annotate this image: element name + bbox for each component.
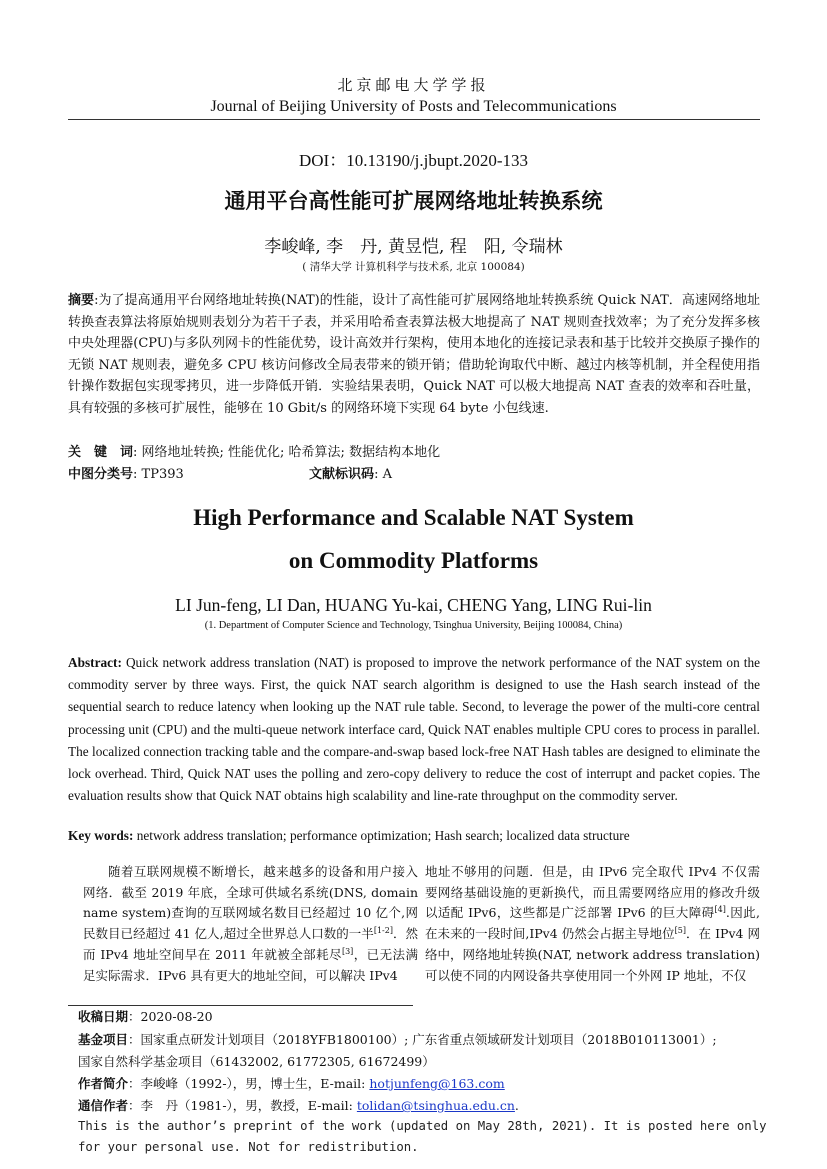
doc-code-value: : A xyxy=(374,467,392,482)
corresponding-text: ：李 丹（1981-），男，教授，E-mail: xyxy=(128,1098,357,1113)
footnote-fund xyxy=(78,1029,768,1050)
title-en-line2: on Commodity Platforms xyxy=(288,548,539,573)
journal-name-en: Journal of Beijing University of Posts and Telecommunications xyxy=(210,98,617,115)
footnote-received xyxy=(78,1006,768,1027)
citation[interactable]: [3] xyxy=(341,946,354,956)
body-text: 随着互联网规模不断增长，越来越多的设备和用户接入网络．截至 2019 年底，全球可供域名系统(DNS, domain name system)查询的互联网域名数目已经超过 10 亿个,网民数目已经超过 41 亿人,超过全世界总人口数的一半 xyxy=(83,864,418,942)
doi: DOI：10.13190/j.jbupt.2020-133 xyxy=(298,151,529,170)
corresponding-email-link[interactable]: tolidan@tsinghua.edu.cn xyxy=(356,1098,515,1113)
body-text: ，已无法满足实际需求．IPv6 具有更大的地址空间，可以解决 IPv4 xyxy=(83,946,418,983)
author-text: ：李峻峰（1992-），男，博士生，E-mail: xyxy=(128,1076,370,1091)
fund-text: ：国家重点研发计划项目（2018YFB1800100）; 广东省重点领域研发计划项目（2018B010113001）; xyxy=(128,1032,717,1047)
clc-label: 中图分类号 xyxy=(68,467,134,482)
author-label: 作者简介 xyxy=(78,1076,129,1091)
authors-cn: 李峻峰, 李 丹, 黄昱恺, 程 阳, 令瑞林 xyxy=(264,237,563,257)
clc-value: : TP393 xyxy=(133,467,184,482)
keywords-en-label: Key words: xyxy=(68,828,134,843)
authors-en: LI Jun-feng, LI Dan, HUANG Yu-kai, CHENG Yang, LING Rui-lin xyxy=(175,595,652,615)
citation[interactable]: [5] xyxy=(674,925,686,935)
affiliation-cn: ( 清华大学 计算机科学与技术系, 北京 100084) xyxy=(302,261,525,273)
keywords-en-text: network address translation; performance optimization; Hash search; localized data structure xyxy=(133,828,630,843)
journal-name-cn: 北京邮电大学学报 xyxy=(337,76,490,94)
body-text: .因此,在未来的一段时间,IPv4 仍然会占据主导地位 xyxy=(425,905,760,942)
corresponding-label: 通信作者 xyxy=(78,1098,129,1113)
abstract-cn-text: :为了提高通用平台网络地址转换(NAT)的性能，设计了高性能可扩展网络地址转换系统 Quick NAT．高速网络地址转换查表算法将原始规则表划分为若干子表，并采用哈希查表算法极大地提高了 NAT 规则查找效率；为了充分发挥多核中央处理器(CPU)与多队列网卡的性能优势，设计高效并行架构，使用本地化的连接记录表和基于比较并交换原子操作的无锁 NAT 规则表，避免多 CPU 核访问修改全局表带来的锁开销；借助轮询取代中断、越过内核等机制，并全程使用指针操作数据包实现零拷贝，进一步降低开销．实验结果表明，Quick NAT 可以极大地提高 NAT 查表的效率和吞吐量，具有较强的多核可扩展性，能够在 10 Gbit/s 的网络环境下实现 64 byte 小包线速. xyxy=(68,293,760,416)
body-text: 地址不够用的问题．但是，由 IPv6 完全取代 IPv4 不仅需要网络基础设施的更新换代，而且需要网络应用的修改升级以适配 IPv6，这些都是广泛部署 IPv6 的巨大障碍 xyxy=(425,864,760,921)
corresponding-end: . xyxy=(514,1098,519,1113)
keywords-cn-text: : 网络地址转换; 性能优化; 哈希算法; 数据结构本地化 xyxy=(133,445,441,460)
fund-label: 基金项目 xyxy=(78,1032,129,1047)
affiliation-en: (1. Department of Computer Science and Technology, Tsinghua University, Beijing 100084, China) xyxy=(204,620,623,631)
abstract-cn xyxy=(68,290,760,420)
author-email-link[interactable]: hotjunfeng@163.com xyxy=(369,1076,505,1091)
body-column-left xyxy=(83,862,418,986)
body-column-right xyxy=(425,862,760,986)
footnote-corresponding xyxy=(78,1095,768,1116)
abstract-en xyxy=(68,652,760,807)
title-cn: 通用平台高性能可扩展网络地址转换系统 xyxy=(224,189,603,213)
preprint-notice: This is the author’s preprint of the work (updated on May 28th, 2021). It is posted here only for your personal use. Not for redistribution. xyxy=(78,1119,767,1154)
abstract-en-text: Quick network address translation (NAT) is proposed to improve the network performance of the NAT system on the commodity server by three ways. First, the quick NAT search algorithm is designed to use the Hash search instead of the sequential search to reduce latency when looking up the NAT rule table. Second, to leverage the power of the multi-core central processing unit (CPU) and the multi-queue network interface card, Quick NAT enables multiple CPU cores to process in parallel. The localized connection tracking table and the compare-and-swap based lock-free NAT Hash tables are designed to eliminate the lock overhead. Third, Quick NAT uses the polling and zero-copy delivery to reduce the cost of interrupt and packet copies. The evaluation results show that Quick NAT obtains high scalability and line-rate throughput on the commodity server. xyxy=(68,655,760,804)
classification-row xyxy=(68,464,760,486)
citation[interactable]: [1-2] xyxy=(373,925,393,935)
keywords-en xyxy=(68,825,760,847)
header-divider xyxy=(68,119,760,120)
body-text: ．然而 IPv4 地址空间早在 2011 年就被全部耗尽 xyxy=(83,926,418,962)
abstract-en-label: Abstract: xyxy=(68,655,122,670)
footnote-author xyxy=(78,1073,768,1094)
doc-code-label: 文献标识码 xyxy=(309,467,375,482)
received-label: 收稿日期 xyxy=(78,1009,129,1024)
keywords-cn-label: 关 键 词 xyxy=(68,445,134,460)
abstract-cn-label: 摘要 xyxy=(68,293,95,308)
footnote-fund-line2: 国家自然科学基金项目（61432002, 61772305, 61672499） xyxy=(78,1054,435,1069)
keywords-cn xyxy=(68,442,760,464)
received-date: ：2020-08-20 xyxy=(128,1009,213,1024)
citation[interactable]: [4] xyxy=(714,905,726,915)
body-text: ．在 IPv4 网络中，网络地址转换(NAT, network address translation)可以使不同的内网设备共享使用同一个外网 IP 地址，不仅 xyxy=(425,926,761,983)
title-en-line1: High Performance and Scalable NAT System xyxy=(193,505,634,530)
